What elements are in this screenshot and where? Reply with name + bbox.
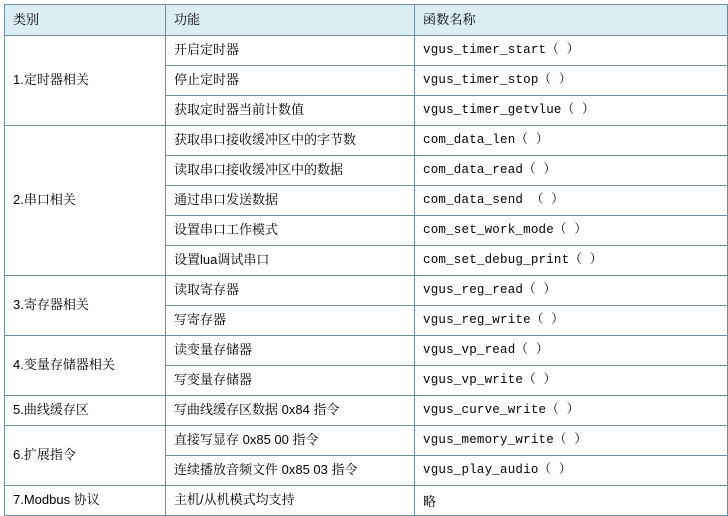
function-cell (166, 186, 415, 216)
table-row (5, 486, 728, 516)
category-label: 5.曲线缓存区 (13, 402, 89, 418)
func-name-cell (415, 456, 728, 486)
function-cell (166, 366, 415, 396)
table-row (5, 396, 728, 426)
header-label-category: 类别 (13, 11, 40, 27)
table-row (5, 276, 728, 306)
table-row (5, 426, 728, 456)
func-name-label: com_data_read（ ） (423, 163, 557, 178)
function-label: 读取串口接收缓冲区中的数据 (174, 162, 344, 178)
func-name-cell (415, 126, 728, 156)
func-name-label: vgus_memory_write（ ） (423, 433, 588, 448)
category-cell (5, 276, 166, 336)
func-name-cell (415, 216, 728, 246)
table-header-row (5, 5, 728, 36)
function-label: 连续播放音频文件 0x85 03 指令 (174, 462, 358, 478)
function-cell (166, 456, 415, 486)
func-name-cell (415, 486, 728, 516)
func-name-label: vgus_vp_read（ ） (423, 343, 549, 358)
category-cell (5, 426, 166, 486)
func-name-cell (415, 156, 728, 186)
function-cell (166, 426, 415, 456)
function-cell (166, 96, 415, 126)
function-cell (166, 396, 415, 426)
func-name-cell (415, 306, 728, 336)
func-name-cell (415, 66, 728, 96)
category-label: 6.扩展指令 (13, 447, 76, 463)
func-name-cell (415, 186, 728, 216)
function-label: 设置串口工作模式 (174, 222, 279, 238)
function-cell (166, 336, 415, 366)
func-name-cell (415, 396, 728, 426)
function-cell (166, 246, 415, 276)
category-label: 3.寄存器相关 (13, 297, 89, 313)
func-name-label: vgus_vp_write（ ） (423, 373, 557, 388)
func-name-label: vgus_play_audio（ ） (423, 463, 572, 478)
category-cell (5, 126, 166, 276)
function-label: 主机/从机模式均支持 (174, 492, 295, 508)
table-row (5, 126, 728, 156)
function-cell (166, 216, 415, 246)
func-name-cell (415, 366, 728, 396)
header-label-function: 功能 (174, 11, 201, 27)
function-label: 获取串口接收缓冲区中的字节数 (174, 132, 357, 148)
function-label: 停止定时器 (174, 72, 240, 88)
header-label-func-name: 函数名称 (423, 11, 476, 27)
category-label: 1.定时器相关 (13, 72, 89, 88)
category-cell (5, 396, 166, 426)
category-cell (5, 36, 166, 126)
func-name-cell (415, 96, 728, 126)
func-name-label: vgus_timer_getvlue（ ） (423, 103, 595, 118)
category-cell (5, 486, 166, 516)
func-name-cell (415, 336, 728, 366)
header-cell-func-name (415, 5, 728, 36)
function-cell (166, 66, 415, 96)
func-name-label: com_set_debug_print（ ） (423, 253, 603, 268)
header-cell-category (5, 5, 166, 36)
func-name-label: com_data_len（ ） (423, 133, 549, 148)
function-cell (166, 126, 415, 156)
function-label: 获取定时器当前计数值 (174, 102, 305, 118)
category-cell (5, 336, 166, 396)
func-name-cell (415, 426, 728, 456)
table-row (5, 336, 728, 366)
category-label: 7.Modbus 协议 (13, 492, 100, 508)
function-label: 设置lua调试串口 (174, 252, 270, 268)
function-label: 写曲线缓存区数据 0x84 指令 (174, 402, 340, 418)
func-name-cell (415, 276, 728, 306)
func-name-label: vgus_timer_stop（ ） (423, 73, 572, 88)
function-label: 写寄存器 (174, 312, 227, 328)
function-label: 读取寄存器 (174, 282, 240, 298)
function-cell (166, 156, 415, 186)
function-label: 通过串口发送数据 (174, 192, 279, 208)
header-cell-function (166, 5, 415, 36)
func-name-label: vgus_curve_write（ ） (423, 403, 580, 418)
table-row (5, 36, 728, 66)
function-label: 读变量存储器 (174, 342, 253, 358)
func-name-label: vgus_reg_write（ ） (423, 313, 564, 328)
func-name-cell (415, 246, 728, 276)
func-name-label: 略 (423, 494, 437, 509)
function-cell (166, 276, 415, 306)
category-label: 4.变量存储器相关 (13, 357, 115, 373)
func-name-label: com_data_send （ ） (423, 193, 564, 208)
func-name-label: com_set_work_mode（ ） (423, 223, 588, 238)
func-name-label: vgus_reg_read（ ） (423, 283, 557, 298)
category-label: 2.串口相关 (13, 192, 76, 208)
function-cell (166, 486, 415, 516)
function-cell (166, 306, 415, 336)
func-name-cell (415, 36, 728, 66)
function-cell (166, 36, 415, 66)
function-label: 直接写显存 0x85 00 指令 (174, 432, 319, 448)
function-label: 写变量存储器 (174, 372, 253, 388)
func-name-label: vgus_timer_start（ ） (423, 43, 580, 58)
function-label: 开启定时器 (174, 42, 240, 58)
function-reference-table (4, 4, 728, 516)
